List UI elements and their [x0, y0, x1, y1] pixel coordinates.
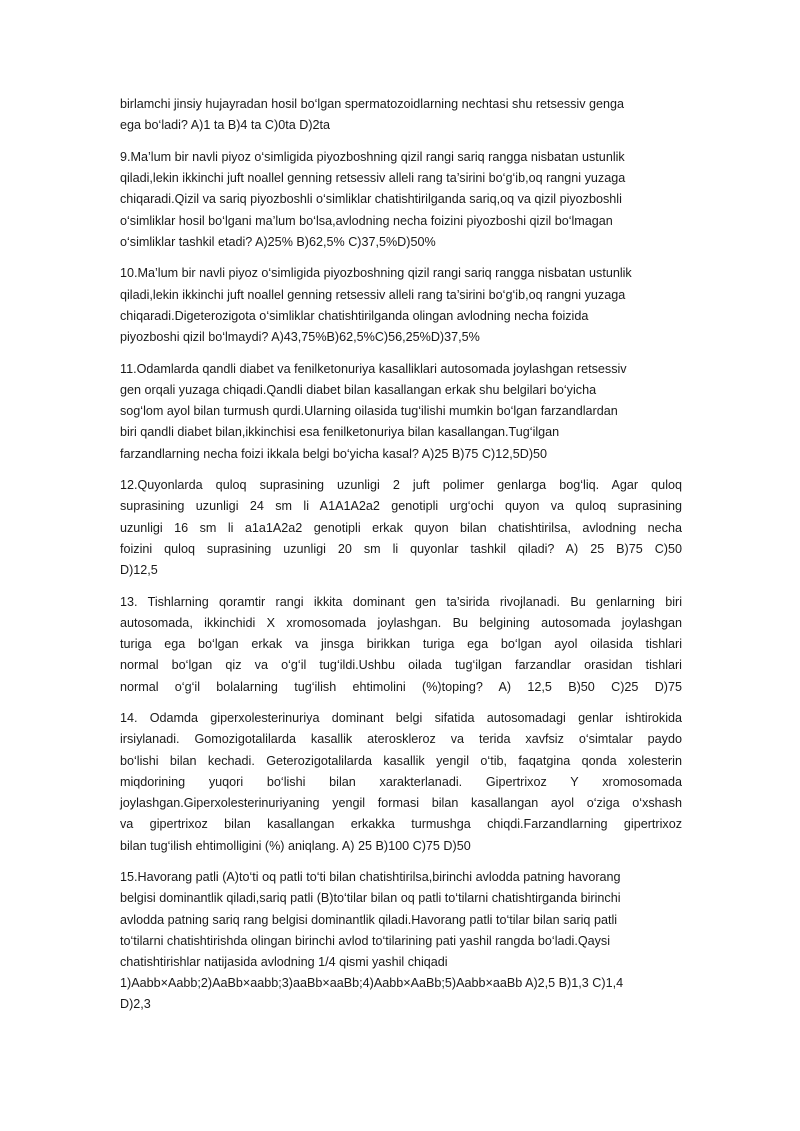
text-line: piyozboshi qizil bo‘lmaydi? A)43,75%B)62,5%C)56,25%D)37,5% — [120, 330, 480, 345]
paragraph-question-9 — [120, 147, 682, 253]
paragraph-question-15 — [120, 867, 682, 1015]
text-line: suprasining uzunligi 24 sm li A1A1A2a2 genotipli urg‘ochi quyon va quloq suprasining — [120, 499, 682, 514]
paragraph-question-10 — [120, 263, 682, 348]
document-page — [120, 94, 682, 1026]
text-line: 1)Aabb×Aabb;2)AaBb×aabb;3)aaBb×aaBb;4)Aabb×AaBb;5)Aabb×aaBb A)2,5 B)1,3 C)1,4 — [120, 976, 624, 991]
text-line: D)12,5 — [120, 563, 158, 578]
text-line: 14. Odamda giperxolesterinuriya dominant belgi sifatida autosomadagi genlar ishtirokida — [120, 711, 682, 726]
text-line: 12.Quyonlarda quloq suprasining uzunligi 2 juft polimer genlarga bog‘liq. Agar quloq — [120, 478, 682, 493]
text-line: biri qandli diabet bilan,ikkinchisi esa fenilketonuriya bilan kasallangan.Tug‘ilgan — [120, 425, 560, 440]
text-line: qiladi,lekin ikkinchi juft noallel genning retsessiv alleli rang ta’sirini bo‘g‘ib,oq rangni yuzaga — [120, 171, 626, 186]
text-line: 9.Ma’lum bir navli piyoz o‘simligida piyozboshning qizil rangi sariq rangga nisbatan ustunlik — [120, 149, 625, 164]
text-line: 15.Havorang patli (A)to‘ti oq patli to‘ti bilan chatishtirilsa,birinchi avlodda patning havorang — [120, 870, 621, 885]
text-line: chiqaradi.Digeterozigota o‘simliklar chatishtirilganda olingan avlodning necha foizida — [120, 308, 589, 323]
text-line: 13. Tishlarning qoramtir rangi ikkita dominant gen ta’sirida rivojlanadi. Bu genlarning biri — [120, 594, 682, 609]
text-line: normal o‘g‘il bolalarning tug‘ilish ehtimolini (%)toping? A) 12,5 B)50 C)25 D)75 — [120, 679, 682, 694]
text-line: chiqaradi.Qizil va sariq piyozboshli o‘simliklar chatishtirilganda sariq,oq va qizil piyozboshli — [120, 192, 622, 207]
text-line: birlamchi jinsiy hujayradan hosil bo‘lgan spermatozoidlarning nechtasi shu retsessiv genga — [120, 97, 625, 111]
text-line: foizini quloq suprasining uzunligi 20 sm li quyonlar tashkil qiladi? A) 25 B)75 C)50 — [120, 541, 682, 556]
paragraph-question-8-continuation — [120, 94, 682, 136]
text-line: autosomada, ikkinchidi X xromosomada joylashgan. Bu belgining autosomada joylashgan — [120, 615, 682, 630]
text-line: ega bo‘ladi? A)1 ta B)4 ta C)0ta D)2ta — [120, 118, 331, 133]
text-line: gen orqali yuzaga chiqadi.Qandli diabet bilan kasallangan erkak shu belgilari bo‘yicha — [120, 382, 597, 397]
text-line: bilan tug‘ilish ehtimolligini (%) aniqlang. A) 25 B)100 C)75 D)50 — [120, 838, 471, 853]
text-line: to‘tilarni chatishtirishda olingan birinchi avlod to‘tilarining pati yashil rangda bo‘ladi.Qaysi — [120, 933, 611, 948]
text-line: uzunligi 16 sm li a1a1A2a2 genotipli erkak quyon bilan chatishtirilsa, avlodning necha — [120, 520, 682, 535]
text-line: 11.Odamlarda qandli diabet va fenilketonuriya kasalliklari autosomada joylashgan retsessiv — [120, 361, 627, 376]
text-line: turiga ega bo‘lgan erkak va jinsga birikkan turiga ega bo‘lgan ayol oilasida tishlari — [120, 637, 682, 652]
text-line: o‘simliklar tashkil etadi? A)25% B)62,5% C)37,5%D)50% — [120, 234, 436, 249]
text-line: normal bo‘lgan qiz va o‘g‘il tug‘ildi.Ushbu oilada tug‘ilgan farzandlar orasidan tishlari — [120, 658, 682, 673]
text-line: qiladi,lekin ikkinchi juft noallel genning retsessiv alleli rang ta’sirini bo‘g‘ib,oq rangni yuzaga — [120, 287, 626, 302]
text-line: bo‘lishi bilan kechadi. Geterozigotalilarda kasallik yengil o‘tib, faqatgina qonda xolesterin — [120, 753, 682, 768]
text-line: joylashgan.Giperxolesterinuriyaning yengil formasi bilan kasallangan ayol o‘ziga o‘xshash — [120, 796, 682, 811]
paragraph-question-12 — [120, 475, 682, 581]
text-line: 10.Ma’lum bir navli piyoz o‘simligida piyozboshning qizil rangi sariq rangga nisbatan ustunlik — [120, 266, 632, 281]
text-line: belgisi dominantlik qiladi,sariq patli (B)to‘tilar bilan oq patli to‘tilarni chatishtirganda birinchi — [120, 891, 621, 906]
paragraph-question-14 — [120, 708, 682, 856]
text-line: chatishtirishlar natijasida avlodning 1/4 qismi yashil chiqadi — [120, 955, 448, 970]
paragraph-question-11 — [120, 359, 682, 465]
text-line: farzandlarning necha foizi ikkala belgi bo‘yicha kasal? A)25 B)75 C)12,5D)50 — [120, 446, 548, 461]
text-line: va gipertrixoz bilan kasallangan erkakka turmushga chiqdi.Farzandlarning gipertrixoz — [120, 817, 682, 832]
text-line: D)2,3 — [120, 997, 151, 1012]
text-line: miqdorining yuqori bo‘lishi bilan xarakterlanadi. Gipertrixoz Y xromosomada — [120, 774, 682, 789]
text-line: avlodda patning sariq rang belgisi dominantlik qiladi.Havorang patli to‘tilar bilan sariq patli — [120, 912, 618, 927]
paragraph-question-13 — [120, 592, 682, 698]
text-line: o‘simliklar hosil bo‘lgani ma’lum bo‘lsa,avlodning necha foizini piyozboshi qizil bo‘lmagan — [120, 213, 613, 228]
text-line: sog‘lom ayol bilan turmush qurdi.Ularning oilasida tug‘ilishi mumkin bo‘lgan farzandlardan — [120, 404, 618, 419]
text-line: irsiylanadi. Gomozigotalilarda kasallik ateroskleroz va terida xavfsiz o‘simtalar paydo — [120, 732, 682, 747]
